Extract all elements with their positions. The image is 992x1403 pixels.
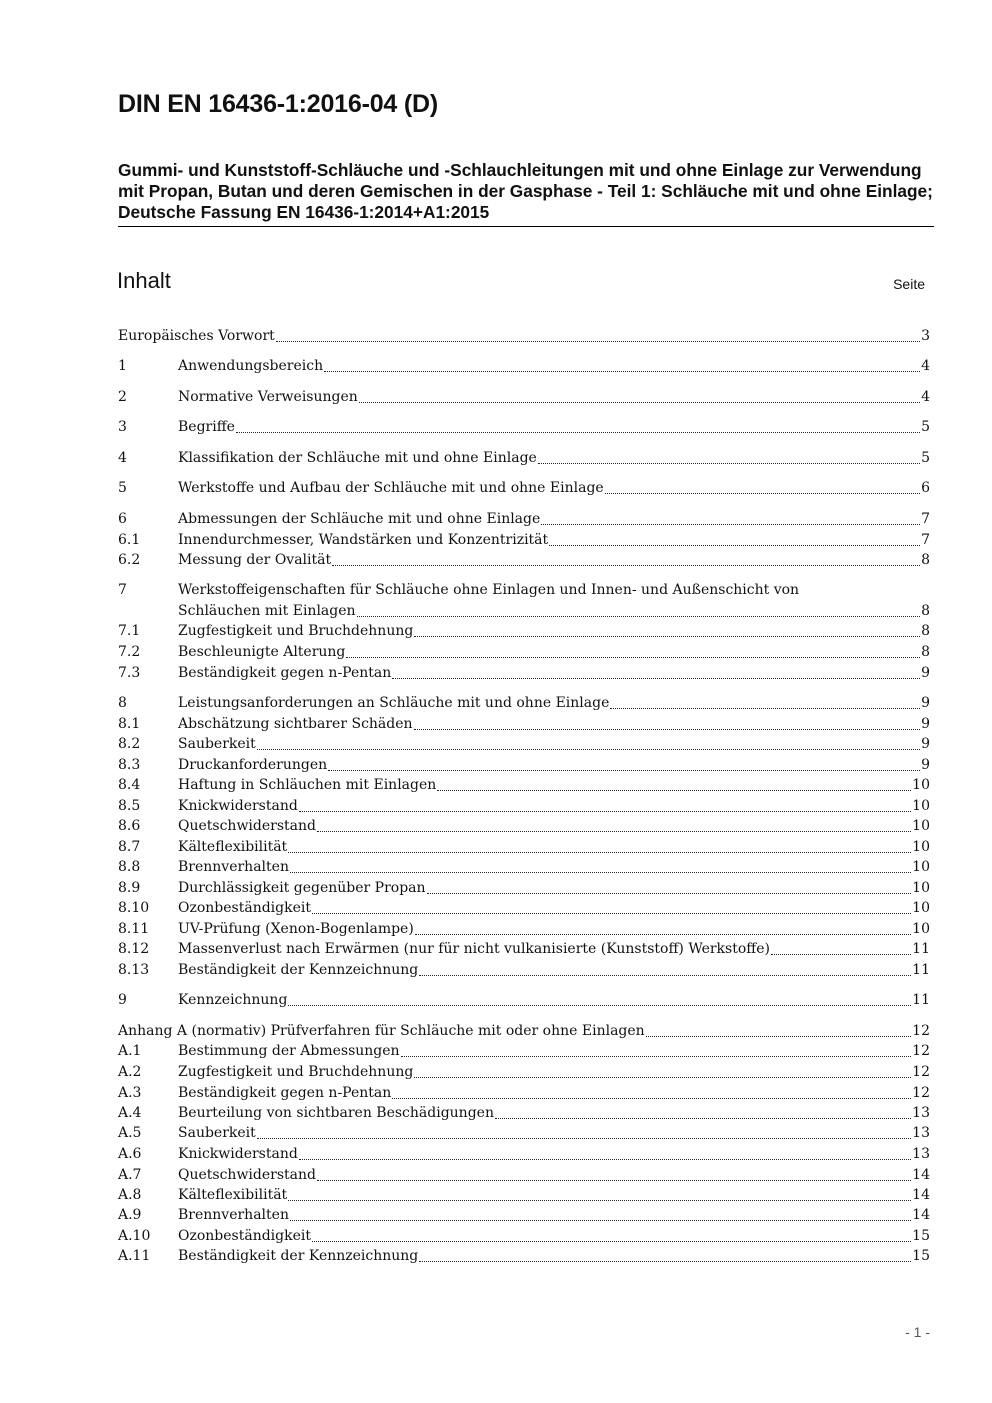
toc-leader-dots: [346, 656, 920, 658]
toc-entry-page: 6: [921, 480, 930, 496]
toc-leader-dots: [392, 1097, 911, 1099]
toc-leader-dots: [419, 974, 911, 976]
toc-entry-page: 8: [921, 623, 930, 639]
toc-entry-page: 10: [912, 839, 930, 855]
toc-entry-label: Beständigkeit gegen n-Pentan: [178, 665, 392, 681]
toc-entry-page: 4: [921, 389, 930, 405]
toc-entry-number: 8.10: [118, 900, 150, 916]
toc-entry-page: 13: [912, 1105, 930, 1121]
toc-entry-number: 9: [118, 992, 127, 1008]
toc-entry-number: 8.7: [118, 839, 141, 855]
toc-entry[interactable]: [118, 939, 930, 959]
toc-entry-page: 10: [912, 818, 930, 834]
toc-entry-number: 8.4: [118, 777, 141, 793]
toc-entry[interactable]: [118, 1144, 930, 1164]
page-column-label: Seite: [893, 276, 925, 292]
toc-entry-page: 12: [912, 1064, 930, 1080]
toc-entry-label: Anhang A (normativ) Prüfverfahren für Schläuche mit oder ohne Einlagen: [118, 1023, 645, 1039]
toc-entry-label: Anwendungsbereich: [178, 358, 324, 374]
toc-leader-dots: [257, 748, 920, 750]
toc-leader-dots: [299, 1158, 911, 1160]
toc-entry-label: Werkstoffeigenschaften für Schläuche ohne Einlagen und Innen- und Außenschicht von: [178, 582, 800, 598]
toc-entry-number: 7.2: [118, 644, 141, 660]
toc-leader-dots: [359, 401, 920, 403]
toc-entry-label: Brennverhalten: [178, 859, 289, 875]
toc-entry-page: 7: [921, 511, 930, 527]
toc-entry-label: Kälteflexibilität: [178, 839, 288, 855]
toc-entry-number: 8.6: [118, 818, 141, 834]
toc-entry-label: Ozonbeständigkeit: [178, 1228, 311, 1244]
toc-entry[interactable]: [118, 837, 930, 857]
toc-entry[interactable]: [118, 755, 930, 775]
toc-entry-page: 10: [912, 777, 930, 793]
toc-entry[interactable]: [118, 857, 930, 877]
toc-entry-page: 3: [921, 328, 930, 344]
toc-entry-label: Kennzeichnung: [178, 992, 288, 1008]
toc-leader-dots: [610, 707, 920, 709]
toc-entry-number: 8.11: [118, 921, 150, 937]
toc-entry[interactable]: [118, 1041, 930, 1061]
toc-entry[interactable]: [118, 796, 930, 816]
toc-entry-label: Zugfestigkeit und Bruchdehnung: [178, 1064, 414, 1080]
toc-entry-page: 13: [912, 1125, 930, 1141]
toc-entry-number: 7.1: [118, 623, 141, 639]
toc-entry-page: 10: [912, 880, 930, 896]
toc-entry-label: Kälteflexibilität: [178, 1187, 288, 1203]
toc-leader-dots: [401, 1055, 912, 1057]
toc-entry-page: 8: [921, 603, 930, 619]
toc-entry[interactable]: [118, 326, 930, 346]
toc-entry-label: Beständigkeit der Kennzeichnung: [178, 1248, 419, 1264]
toc-entry[interactable]: [118, 878, 930, 898]
toc-entry-page: 12: [912, 1085, 930, 1101]
toc-leader-dots: [317, 830, 911, 832]
toc-entry-label: Innendurchmesser, Wandstärken und Konzentrizität: [178, 532, 549, 548]
toc-heading: Inhalt: [117, 268, 171, 293]
toc-entry-page: 13: [912, 1146, 930, 1162]
toc-entry-number: A.10: [118, 1228, 151, 1244]
toc-entry[interactable]: [118, 1083, 930, 1103]
toc-entry[interactable]: [118, 621, 930, 641]
toc-entry-label: Abmessungen der Schläuche mit und ohne Einlage: [178, 511, 541, 527]
toc-entry-label: Quetschwiderstand: [178, 818, 316, 834]
toc-entry-page: 11: [912, 941, 930, 957]
document-subtitle: Gummi- und Kunststoff-Schläuche und -Schlauchleitungen mit und ohne Einlage zur Verwendung mit Propan, Butan und deren Gemischen in der Gasphase - Teil 1: Schläuche mit und ohne Einlage; Deutsche Fassung EN 16436-1:2014+A1:2015: [118, 160, 934, 227]
toc-entry[interactable]: [118, 1062, 930, 1082]
toc-entry-number: 8: [118, 695, 127, 711]
toc-entry-page: 8: [921, 552, 930, 568]
toc-entry-number: 8.9: [118, 880, 141, 896]
toc-leader-dots: [357, 615, 921, 617]
toc-entry-number: 6.1: [118, 532, 141, 548]
toc-entry-page: 8: [921, 644, 930, 660]
toc-entry-page: 14: [912, 1207, 930, 1223]
toc-entry-label: Bestimmung der Abmessungen: [178, 1043, 400, 1059]
toc-entry-label: Zugfestigkeit und Bruchdehnung: [178, 623, 414, 639]
toc-entry-page: 14: [912, 1167, 930, 1183]
toc-entry-page: 5: [921, 450, 930, 466]
toc-leader-dots: [437, 789, 911, 791]
toc-entry[interactable]: [118, 663, 930, 683]
toc-entry-page: 9: [921, 695, 930, 711]
toc-entry[interactable]: [118, 734, 930, 754]
toc-entry-number: A.9: [118, 1207, 142, 1223]
toc-entry-number: A.6: [118, 1146, 142, 1162]
toc-entry-number: 7.3: [118, 665, 141, 681]
toc-entry[interactable]: [118, 898, 930, 918]
toc-entry-page: 12: [912, 1043, 930, 1059]
toc-entry[interactable]: [118, 580, 930, 600]
toc-entry-label: Brennverhalten: [178, 1207, 289, 1223]
toc-entry[interactable]: [118, 693, 930, 713]
toc-entry[interactable]: [118, 1205, 930, 1225]
toc-entry-number: 8.3: [118, 757, 141, 773]
toc-entry-number: 5: [118, 480, 127, 496]
toc-entry-label: Normative Verweisungen: [178, 389, 358, 405]
toc-leader-dots: [605, 492, 920, 494]
toc-entry-number: 6.2: [118, 552, 141, 568]
toc-entry-page: 15: [912, 1248, 930, 1264]
toc-entry-number: A.11: [118, 1248, 151, 1264]
toc-entry[interactable]: [118, 387, 930, 407]
toc-entry[interactable]: [118, 1185, 930, 1205]
toc-entry-number: A.7: [118, 1167, 142, 1183]
toc-leader-dots: [290, 1219, 911, 1221]
toc-entry-page: 9: [921, 716, 930, 732]
toc-entry-number: 8.5: [118, 798, 141, 814]
toc-leader-dots: [276, 340, 920, 342]
toc-entry-label: Klassifikation der Schläuche mit und ohne Einlage: [178, 450, 537, 466]
toc-leader-dots: [317, 1179, 911, 1181]
toc-entry[interactable]: [118, 478, 930, 498]
toc-entry-label: Sauberkeit: [178, 736, 256, 752]
toc-entry[interactable]: [118, 1226, 930, 1246]
toc-entry-label: Durchlässigkeit gegenüber Propan: [178, 880, 426, 896]
toc-leader-dots: [236, 431, 920, 433]
toc-entry-label: Beschleunigte Alterung: [178, 644, 346, 660]
toc-entry[interactable]: [118, 417, 930, 437]
document-title: DIN EN 16436-1:2016-04 (D): [118, 90, 438, 118]
toc-entry-page: 10: [912, 798, 930, 814]
toc-entry-label: Knickwiderstand: [178, 1146, 298, 1162]
toc-leader-dots: [427, 892, 912, 894]
toc-entry[interactable]: [118, 448, 930, 468]
toc-entry-label: Haftung in Schläuchen mit Einlagen: [178, 777, 437, 793]
toc-entry-number: A.1: [118, 1043, 142, 1059]
toc-leader-dots: [312, 912, 911, 914]
toc-leader-dots: [541, 523, 920, 525]
toc-entry[interactable]: [118, 714, 930, 734]
toc-leader-dots: [299, 810, 911, 812]
toc-entry-label: Beständigkeit gegen n-Pentan: [178, 1085, 392, 1101]
toc-leader-dots: [288, 851, 911, 853]
toc-leader-dots: [549, 544, 920, 546]
toc-entry[interactable]: [118, 960, 930, 980]
toc-leader-dots: [332, 564, 920, 566]
toc-entry-page: 10: [912, 859, 930, 875]
toc-entry-number: 1: [118, 358, 127, 374]
toc-leader-dots: [257, 1137, 911, 1139]
toc-entry-page: 11: [912, 962, 930, 978]
toc-entry-number: A.4: [118, 1105, 142, 1121]
toc-entry-label: Ozonbeständigkeit: [178, 900, 311, 916]
toc-leader-dots: [646, 1035, 911, 1037]
toc-entry-label: Knickwiderstand: [178, 798, 298, 814]
toc-leader-dots: [419, 1260, 911, 1262]
toc-entry-page: 15: [912, 1228, 930, 1244]
toc-entry[interactable]: [118, 816, 930, 836]
toc-entry-label: Beurteilung von sichtbaren Beschädigungen: [178, 1105, 494, 1121]
toc-entry[interactable]: [118, 601, 930, 621]
toc-entry[interactable]: [118, 990, 930, 1010]
toc-leader-dots: [290, 871, 911, 873]
toc-entry-label: Abschätzung sichtbarer Schäden: [178, 716, 413, 732]
toc-entry[interactable]: [118, 775, 930, 795]
toc-entry-label: Begriffe: [178, 419, 235, 435]
toc-entry-page: 9: [921, 736, 930, 752]
toc-entry-label: Europäisches Vorwort: [118, 328, 275, 344]
toc-leader-dots: [288, 1004, 911, 1006]
toc-entry-page: 7: [921, 532, 930, 548]
toc-entry-number: 8.12: [118, 941, 150, 957]
toc-entry-page: 14: [912, 1187, 930, 1203]
toc-entry[interactable]: [118, 356, 930, 376]
toc-entry-label: UV-Prüfung (Xenon-Bogenlampe): [178, 921, 414, 937]
toc-entry[interactable]: [118, 642, 930, 662]
toc-entry[interactable]: [118, 1103, 930, 1123]
toc-entry-number: 8.8: [118, 859, 141, 875]
toc-entry-number: A.8: [118, 1187, 142, 1203]
toc-leader-dots: [392, 677, 920, 679]
toc-entry-label: Beständigkeit der Kennzeichnung: [178, 962, 419, 978]
toc-entry-page: 11: [912, 992, 930, 1008]
toc-entry-number: 7: [118, 582, 127, 598]
toc-entry[interactable]: [118, 1021, 930, 1041]
toc-entry[interactable]: [118, 509, 930, 529]
toc-entry-page: 10: [912, 921, 930, 937]
toc-entry-label: Massenverlust nach Erwärmen (nur für nicht vulkanisierte (Kunststoff) Werkstoffe): [178, 941, 770, 957]
toc-entry-label: Werkstoffe und Aufbau der Schläuche mit und ohne Einlage: [178, 480, 604, 496]
toc-leader-dots: [415, 933, 911, 935]
toc-entry-label: Schläuchen mit Einlagen: [178, 603, 356, 619]
toc-leader-dots: [324, 370, 920, 372]
toc-leader-dots: [414, 635, 920, 637]
toc-entry-number: 8.13: [118, 962, 150, 978]
toc-entry-page: 4: [921, 358, 930, 374]
toc-leader-dots: [414, 1076, 911, 1078]
toc-entry-page: 12: [912, 1023, 930, 1039]
toc-leader-dots: [312, 1240, 911, 1242]
toc-entry[interactable]: [118, 1123, 930, 1143]
toc-entry-number: A.2: [118, 1064, 142, 1080]
toc-entry-label: Quetschwiderstand: [178, 1167, 316, 1183]
toc-entry-number: 8.1: [118, 716, 141, 732]
toc-entry-page: 10: [912, 900, 930, 916]
toc-entry-number: 3: [118, 419, 127, 435]
toc-entry-label: Messung der Ovalität: [178, 552, 332, 568]
toc-entry-number: 2: [118, 389, 127, 405]
toc-leader-dots: [771, 953, 911, 955]
toc-entry-label: Druckanforderungen: [178, 757, 328, 773]
toc-entry-number: A.3: [118, 1085, 142, 1101]
toc-entry-page: 9: [921, 757, 930, 773]
toc-leader-dots: [495, 1117, 911, 1119]
toc-entry-page: 5: [921, 419, 930, 435]
toc-entry-number: 6: [118, 511, 127, 527]
toc-entry[interactable]: [118, 919, 930, 939]
toc-entry[interactable]: [118, 530, 930, 550]
toc-leader-dots: [328, 769, 920, 771]
toc-entry[interactable]: [118, 1246, 930, 1266]
toc-entry-number: A.5: [118, 1125, 142, 1141]
toc-leader-dots: [288, 1199, 911, 1201]
toc-entry-number: 8.2: [118, 736, 141, 752]
toc-entry-label: Leistungsanforderungen an Schläuche mit und ohne Einlage: [178, 695, 610, 711]
page-number-footer: - 1 -: [905, 1324, 930, 1340]
toc-entry[interactable]: [118, 550, 930, 570]
toc-leader-dots: [414, 728, 921, 730]
toc-entry-page: 9: [921, 665, 930, 681]
toc-leader-dots: [538, 462, 920, 464]
toc-entry[interactable]: [118, 1165, 930, 1185]
toc-entry-label: Sauberkeit: [178, 1125, 256, 1141]
toc-entry-number: 4: [118, 450, 127, 466]
